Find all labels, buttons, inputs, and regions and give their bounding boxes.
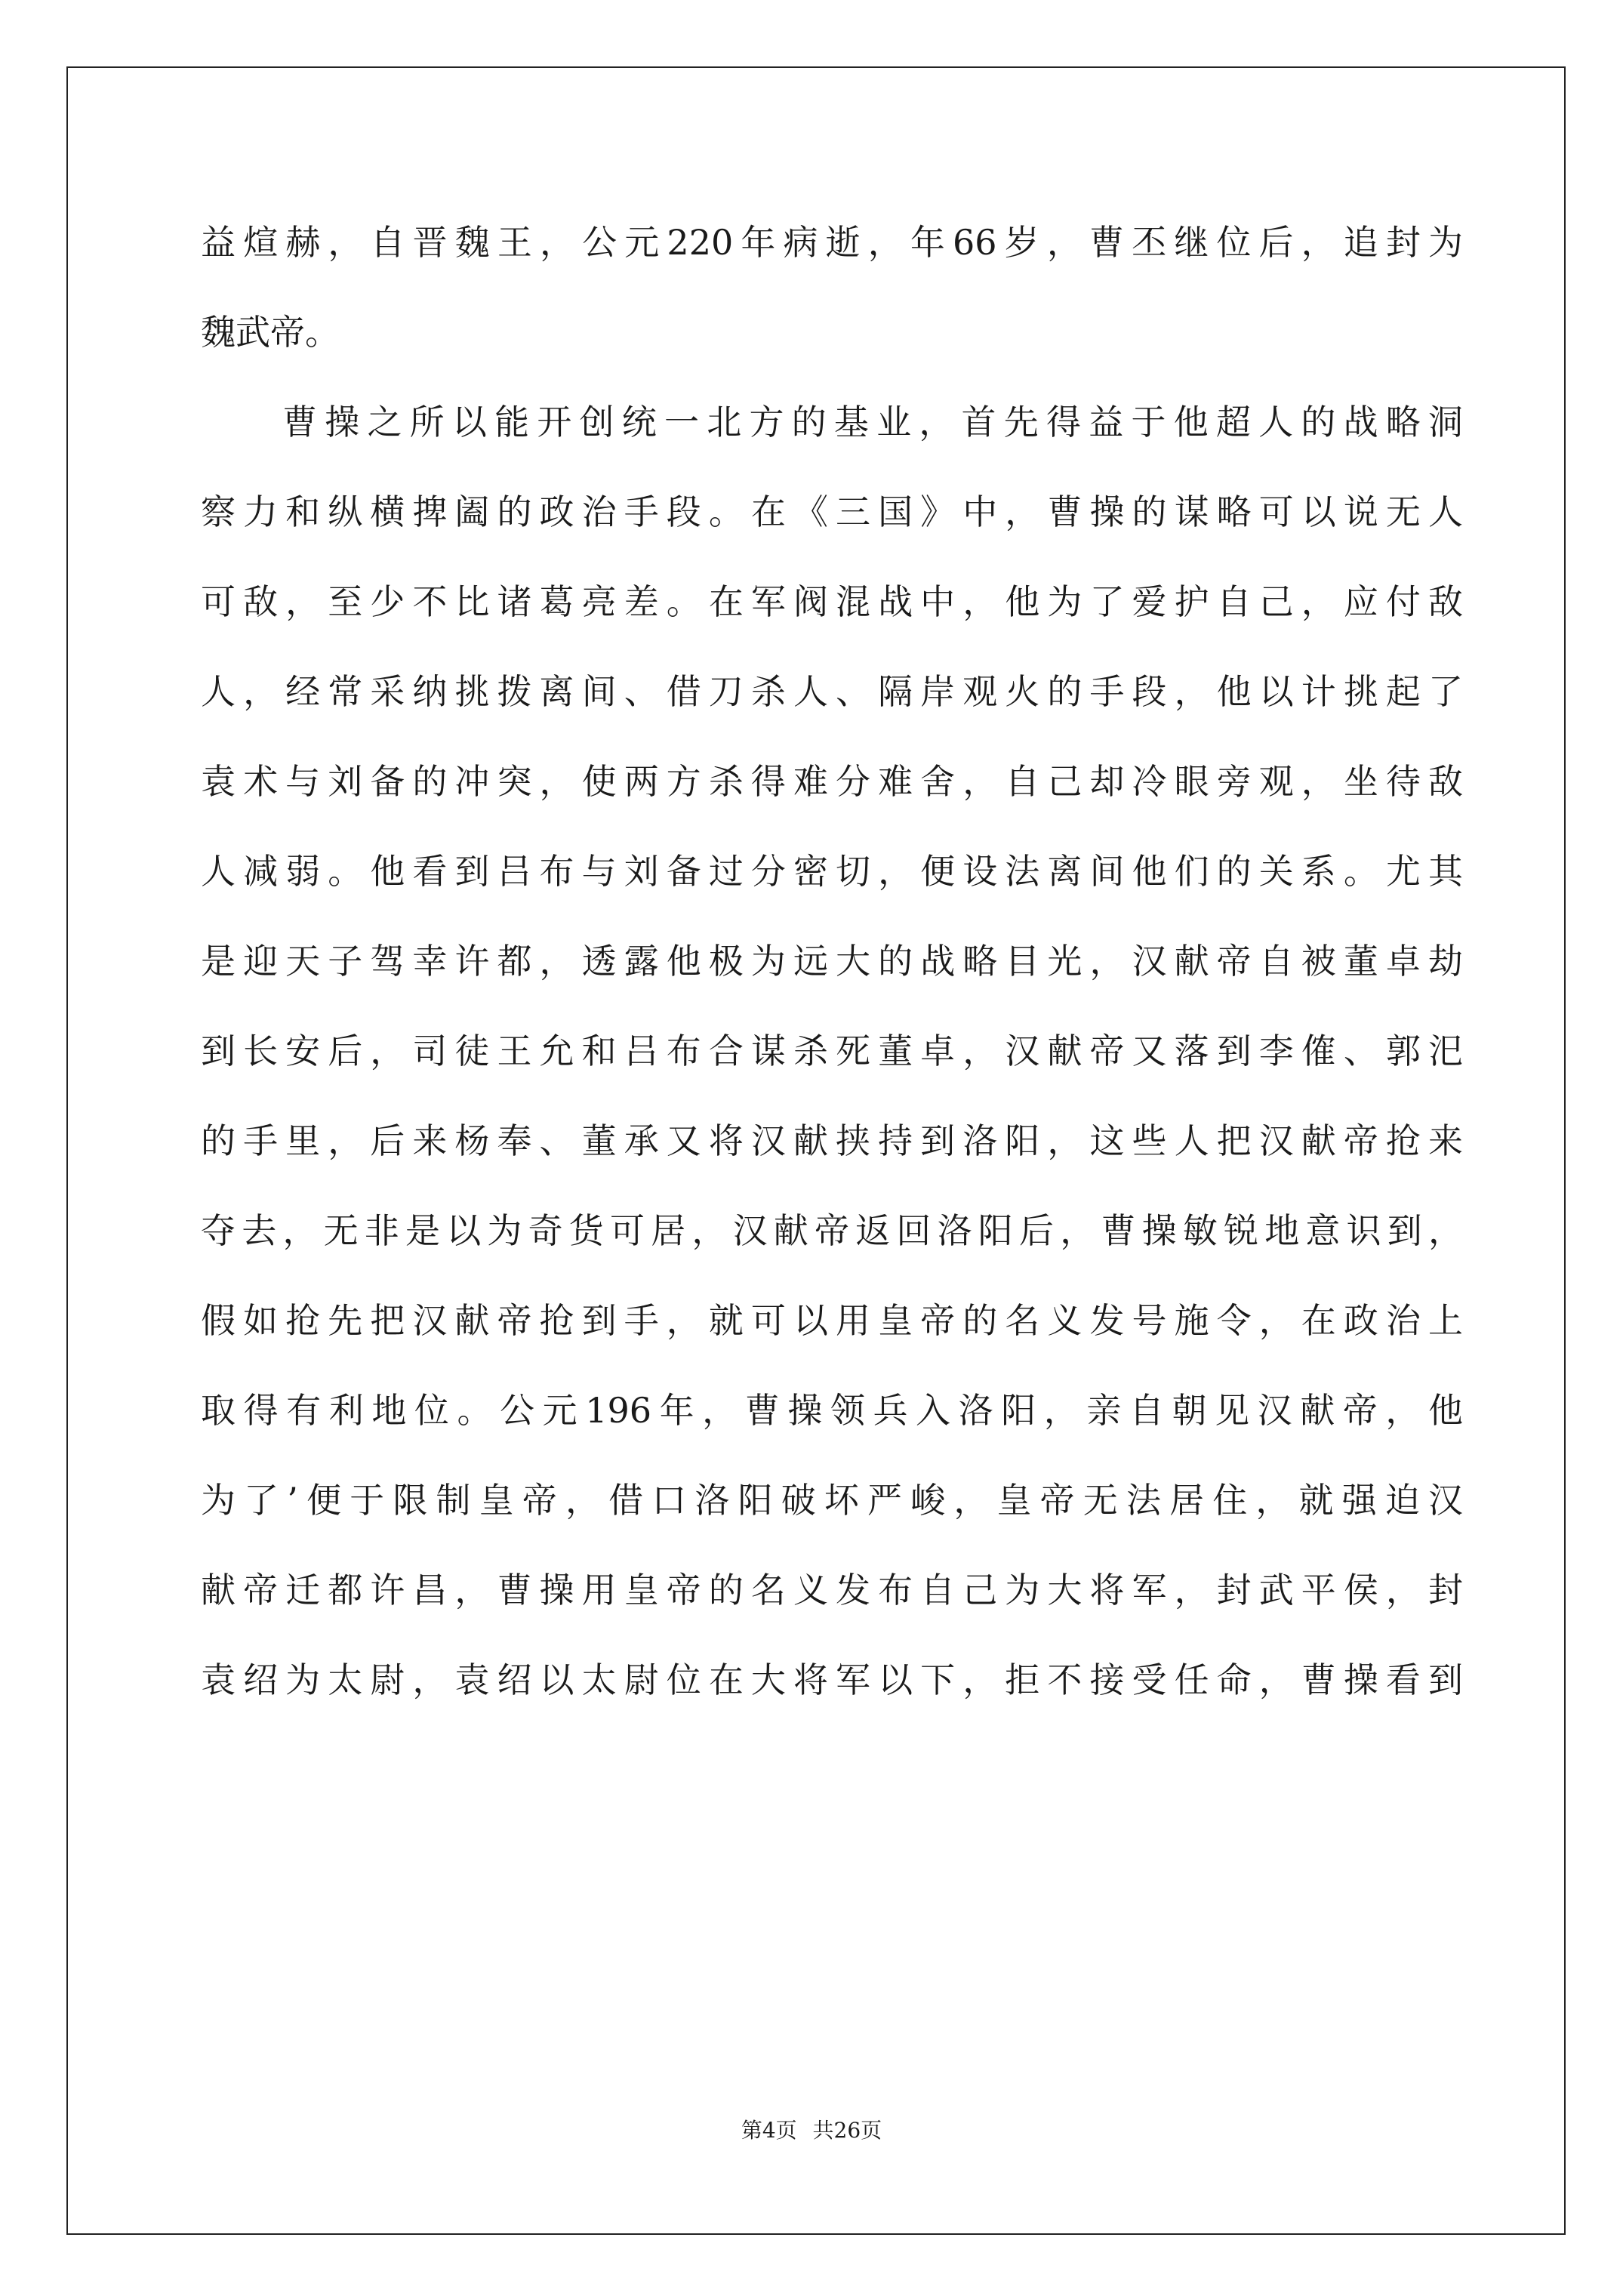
text-line: 献帝迁都许昌，曹操用皇帝的名义发布自己为大将军，封武平侯，封 xyxy=(201,1570,1463,1610)
text-line: 察力和纵横捭阖的政治手段。在《三国》中，曹操的谋略可以说无人 xyxy=(201,492,1463,532)
text-line: 假如抢先把汉献帝抢到手，就可以用皇帝的名义发号施令，在政治上 xyxy=(201,1300,1463,1341)
paragraph-start-line: 曹操之所以能开创统一北方的基业，首先得益于他超人的战略洞 xyxy=(282,402,1463,442)
text-line: 益煊赫，自晋魏王，公元220年病逝，年66岁，曹丕继位后，追封为 xyxy=(201,222,1463,263)
page-number: 第4页 xyxy=(741,2118,797,2143)
text-line: 夺去，无非是以为奇货可居，汉献帝返回洛阳后，曹操敏锐地意识到， xyxy=(201,1210,1463,1251)
text-line: 魏武帝。 xyxy=(201,312,340,353)
text-line: 取得有利地位。公元196年，曹操领兵入洛阳，亲自朝见汉献帝，他 xyxy=(201,1390,1463,1431)
text-line: 袁绍为太尉，袁绍以太尉位在大将军以下，拒不接受任命，曹操看到 xyxy=(201,1660,1463,1700)
text-line: 为了’便于限制皇帝，借口洛阳破坏严峻，皇帝无法居住，就强迫汉 xyxy=(201,1480,1463,1521)
page-footer xyxy=(0,2114,1623,2144)
page-total: 共26页 xyxy=(812,2118,882,2143)
text-line: 的手里，后来杨奉、董承又将汉献挟持到洛阳，这些人把汉献帝抢来 xyxy=(201,1120,1463,1161)
text-line: 是迎天子驾幸许都，透露他极为远大的战略目光，汉献帝自被董卓劫 xyxy=(201,941,1463,982)
text-line: 人减弱。他看到吕布与刘备过分密切，便设法离间他们的关系。尤其 xyxy=(201,851,1463,892)
text-line: 袁术与刘备的冲突，使两方杀得难分难舍，自己却冷眼旁观，坐待敌 xyxy=(201,761,1463,802)
text-line: 到长安后，司徒王允和吕布合谋杀死董卓，汉献帝又落到李傕、郭汜 xyxy=(201,1031,1463,1071)
text-line: 人，经常采纳挑拨离间、借刀杀人、隔岸观火的手段，他以计挑起了 xyxy=(201,671,1463,712)
document-body xyxy=(201,198,1463,1725)
text-line: 可敌，至少不比诸葛亮差。在军阀混战中，他为了爱护自己，应付敌 xyxy=(201,581,1463,622)
